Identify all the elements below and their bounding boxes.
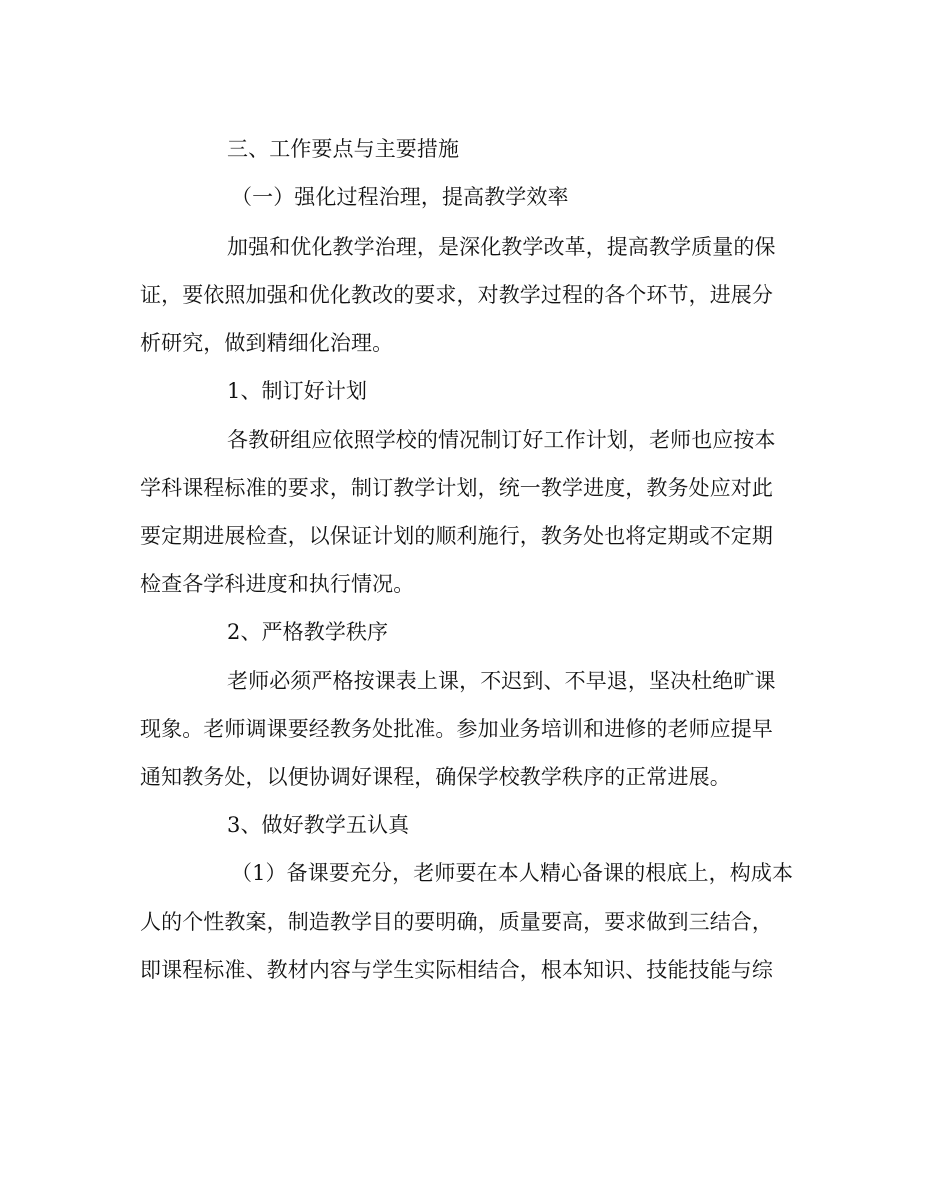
item3-heading: 3、做好教学五认真 [227, 813, 410, 837]
item2-paragraph-line-1: 老师必须严格按课表上课，不迟到、不早退，坚决杜绝旷课 [227, 669, 776, 693]
subsection-heading: （一）强化过程治理，提高教学效率 [231, 185, 569, 209]
item1-paragraph-line-2: 学科课程标准的要求，制订教学计划，统一教学进度，教务处应对此 [140, 476, 773, 500]
intro-paragraph-line-1: 加强和优化教学治理，是深化教学改革，提高教学质量的保 [227, 235, 776, 259]
item2-paragraph-line-3: 通知教务处，以便协调好课程，确保学校教学秩序的正常进展。 [140, 765, 731, 789]
item1-heading: 1、制订好计划 [227, 379, 368, 403]
item3-sub1-line-2: 人的个性教案，制造教学目的要明确，质量要高，要求做到三结合， [140, 910, 773, 934]
item3-sub1-line-1: （1）备课要充分，老师要在本人精心备课的根底上，构成本 [231, 861, 794, 885]
item2-heading: 2、严格教学秩序 [227, 620, 389, 644]
item1-paragraph-line-3: 要定期进展检查，以保证计划的顺利施行，教务处也将定期或不定期 [140, 524, 773, 548]
item2-paragraph-line-2: 现象。老师调课要经教务处批准。参加业务培训和进修的老师应提早 [140, 717, 773, 741]
intro-paragraph-line-3: 析研究，做到精细化治理。 [140, 331, 394, 355]
item1-paragraph-line-1: 各教研组应依照学校的情况制订好工作计划，老师也应按本 [227, 428, 776, 452]
item3-sub1-line-3: 即课程标准、教材内容与学生实际相结合，根本知识、技能技能与综 [140, 958, 773, 982]
intro-paragraph-line-2: 证，要依照加强和优化教改的要求，对教学过程的各个环节，进展分 [140, 283, 773, 307]
section-heading: 三、工作要点与主要措施 [227, 137, 460, 161]
item1-paragraph-line-4: 检查各学科进度和执行情况。 [140, 572, 415, 596]
